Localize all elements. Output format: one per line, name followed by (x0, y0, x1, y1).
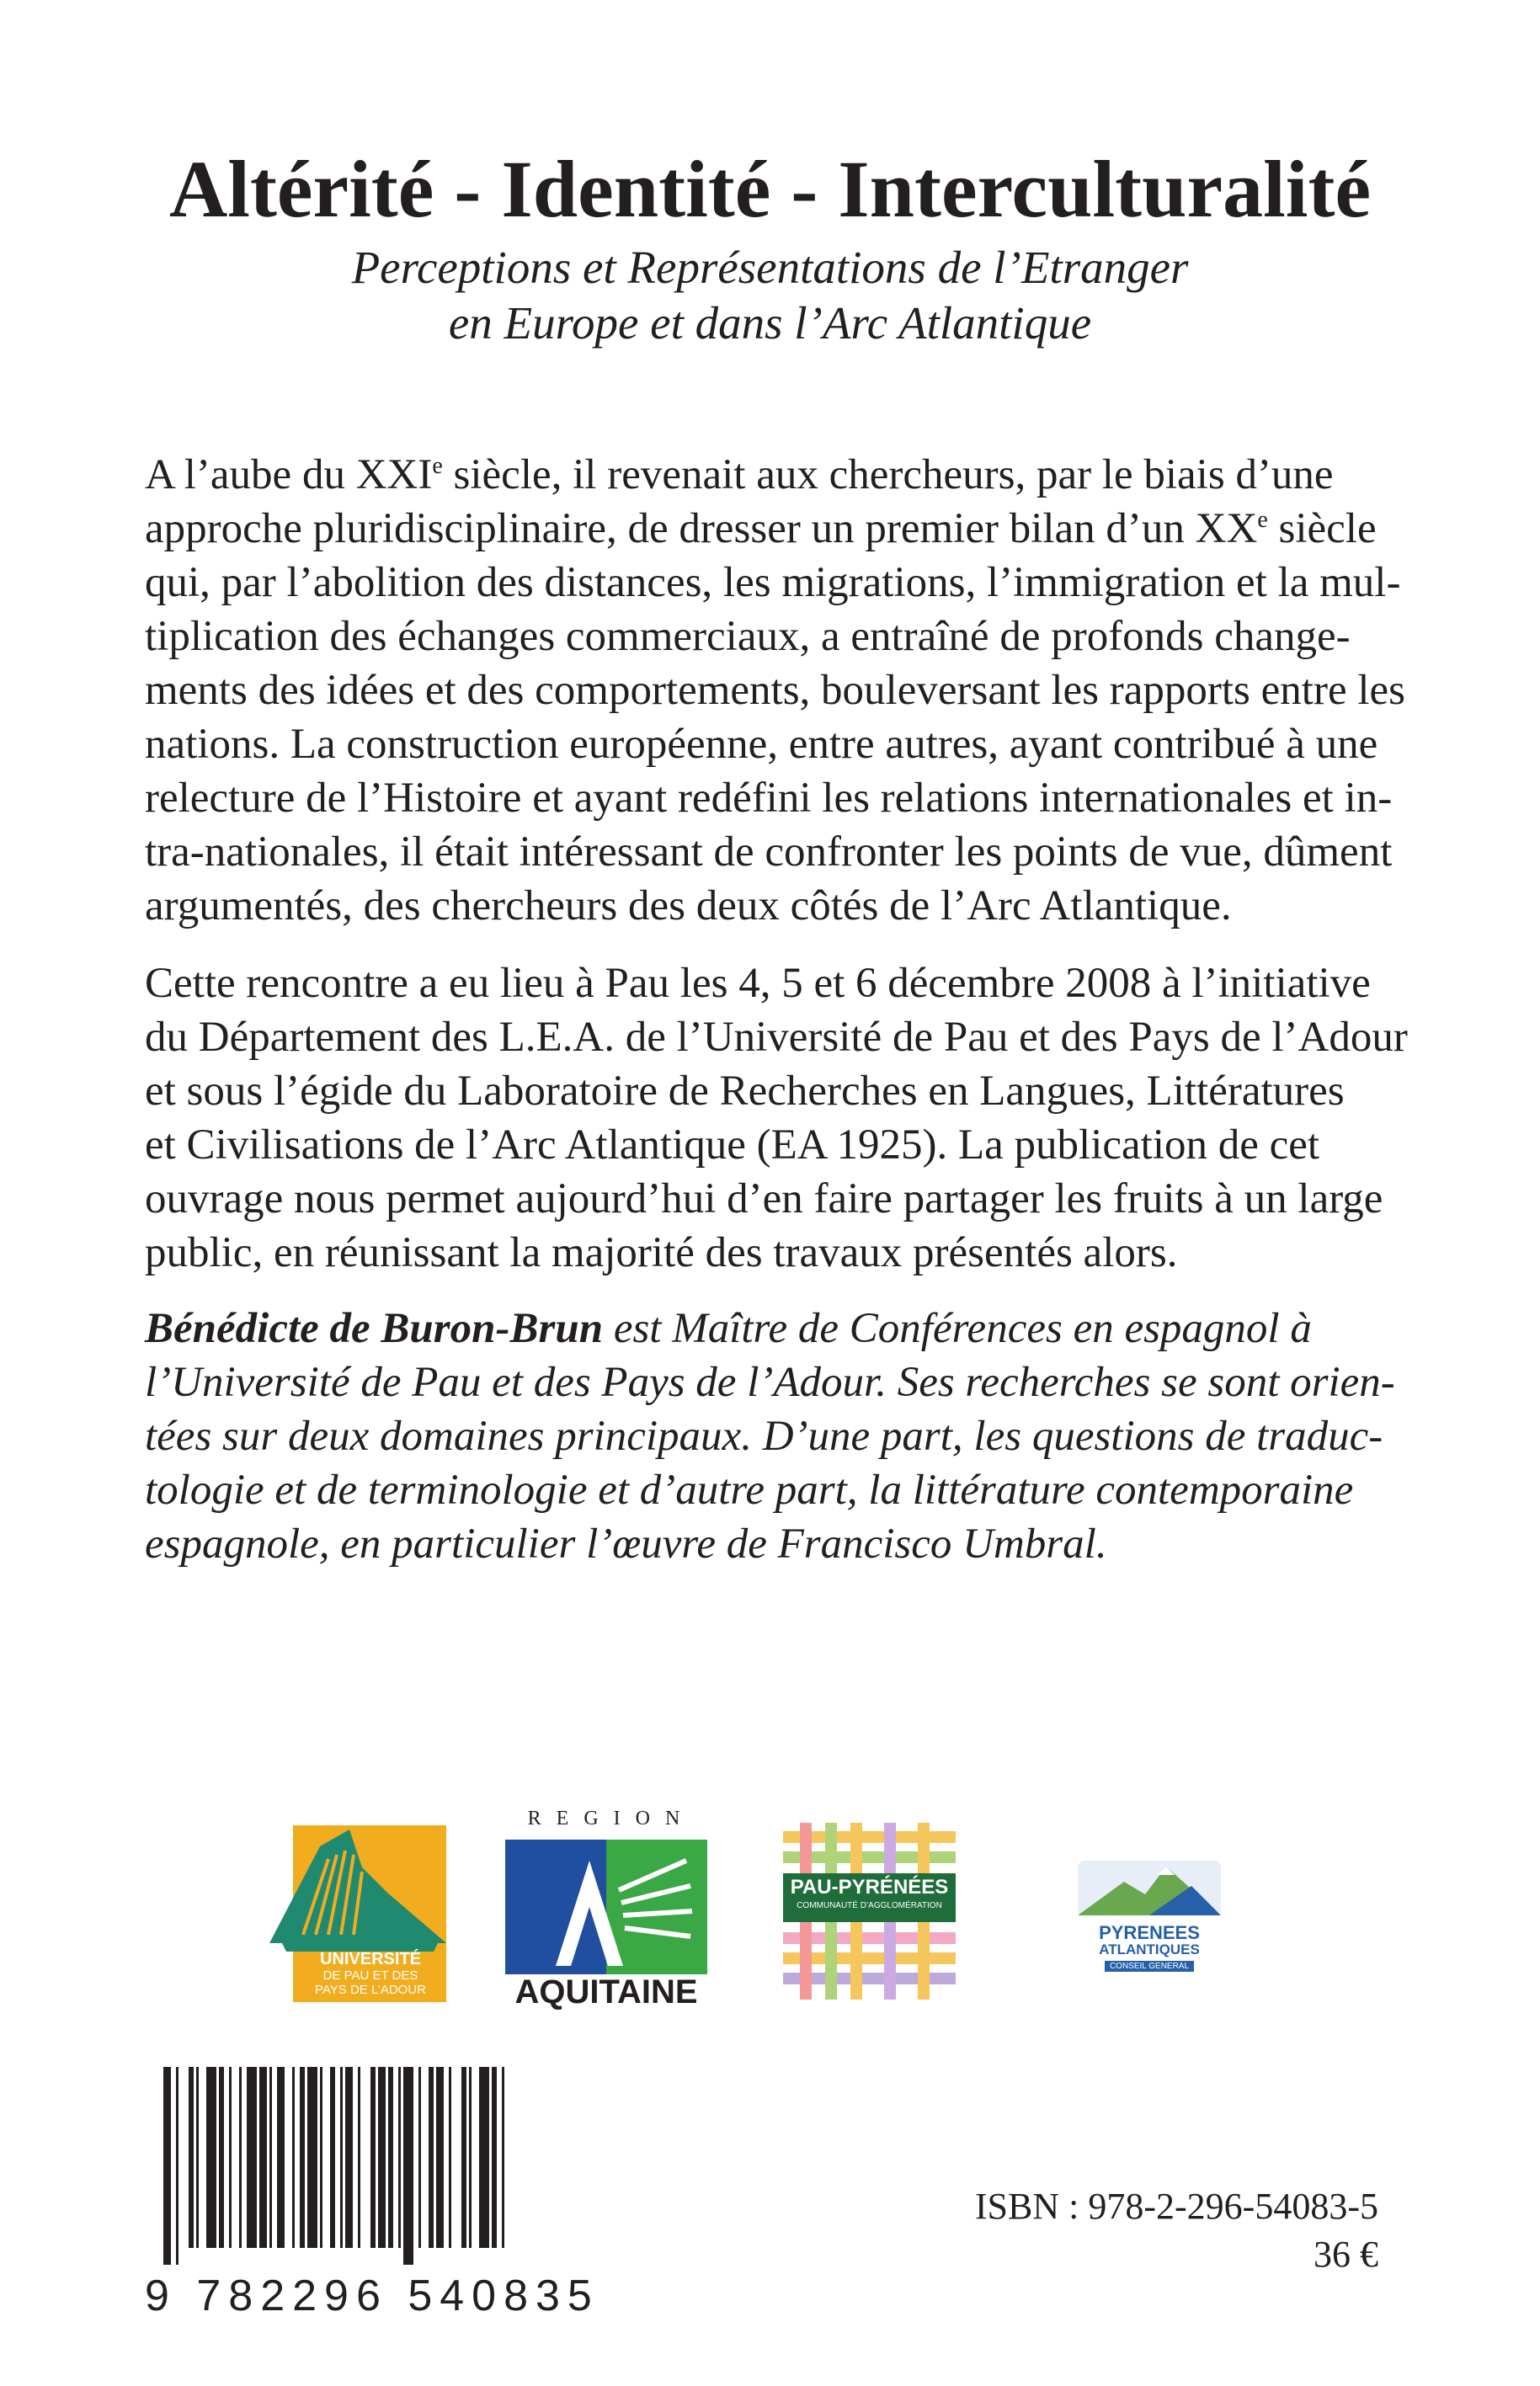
barcode-bar (502, 2067, 504, 2248)
paragraph-line: qui, par l’abolition des distances, les migrations, l’immigration et la mul- (145, 559, 1401, 606)
aquitaine-logo-region: R E G I O N (527, 1808, 685, 1829)
barcode-bar (388, 2067, 393, 2248)
pau-pyrenees-logo (783, 1823, 956, 2000)
barcode-bar (219, 2067, 224, 2248)
barcode-bar (340, 2067, 343, 2248)
barcode-bar (492, 2067, 497, 2248)
paragraph-line: du Département des L.E.A. de l’Université de Pau et des Pays de l’Adour (145, 1014, 1408, 1061)
superscript: e (1257, 507, 1268, 533)
paragraph-line: et sous l’égide du Laboratoire de Recherches en Langues, Littératures (145, 1068, 1345, 1115)
uppa-logo-line-3: PAYS DE L’ADOUR (315, 1983, 426, 1997)
pyrenees-logo-graphic (1074, 1856, 1225, 1920)
pyrenees-logo-line-2: ATLANTIQUES (1099, 1941, 1200, 1957)
barcode-bar (398, 2067, 401, 2248)
barcode-bar (370, 2067, 376, 2248)
paragraph-line: Cette rencontre a eu lieu à Pau les 4, 5 et 6 décembre 2008 à l’initiative (145, 960, 1371, 1007)
bio-line: espagnole, en particulier l’œuvre de Francisco Umbral. (145, 1521, 1107, 1568)
paragraph-line: tiplication des échanges commerciaux, a entraîné de profonds change- (145, 613, 1351, 660)
barcode-bar (259, 2067, 267, 2248)
book-subtitle-line-2: en Europe et dans l’Arc Atlantique (448, 297, 1092, 349)
text-span: approche pluridisciplinaire, de dresser un premier bilan d’un XX (145, 505, 1258, 552)
barcode-bar (163, 2067, 171, 2265)
paragraph-line: relecture de l’Histoire et ayant redéfini les relations internationales et in- (145, 775, 1393, 822)
uppa-logo-line-2: DE PAU ET DES (322, 1968, 418, 1983)
paragraph-line (145, 502, 1377, 556)
paragraph-line: argumentés, des chercheurs des deux côtés de l’Arc Atlantique. (145, 882, 1232, 929)
barcode-bar (300, 2067, 305, 2248)
barcode-bar (345, 2067, 353, 2248)
barcode-bar (330, 2067, 335, 2248)
barcode-bar (378, 2067, 386, 2248)
pau-logo-line-2: COMMUNAUTÉ D’AGGLOMÉRATION (797, 1901, 942, 1910)
uppa-logo (269, 1817, 446, 2002)
text-span: est Maître de Conférences en espagnol à (603, 1305, 1312, 1352)
barcode-bar (247, 2067, 257, 2248)
bio-line: tées sur deux domaines principaux. D’une part, les questions de traduc- (145, 1413, 1383, 1460)
text-span: siècle, il revenait aux chercheurs, par le biais d’une (442, 451, 1334, 498)
paragraph-line: tra-nationales, il était intéressant de confronter les points de vue, dûment (145, 828, 1393, 876)
barcode-bar (429, 2067, 434, 2248)
text-span: A l’aube du XXI (145, 451, 433, 498)
barcode-bars (145, 2067, 515, 2265)
barcode-bar (307, 2067, 317, 2248)
barcode-bar (449, 2067, 451, 2248)
isbn-number: ISBN : 978-2-296-54083-5 (974, 2186, 1378, 2227)
aquitaine-logo-graphic (505, 1840, 707, 1974)
paragraph-line: ments des idées et des comportements, bouleversant les rapports entre les (145, 667, 1405, 714)
text-span: siècle (1267, 505, 1377, 552)
barcode-bar (229, 2067, 232, 2248)
pyrenees-atlantiques-logo (1074, 1856, 1225, 1971)
pau-logo-line-1: PAU-PYRÉNÉES (790, 1876, 949, 1899)
barcode-bar (403, 2067, 413, 2265)
pyrenees-logo-line-3: CONSEIL GENERAL (1105, 1961, 1194, 1972)
paragraph-line (145, 448, 1334, 502)
barcode-bar (189, 2067, 194, 2248)
barcode-bar (269, 2067, 272, 2248)
barcode-bar (206, 2067, 216, 2248)
aquitaine-logo (505, 1806, 707, 2011)
superscript: e (432, 453, 443, 479)
author-name: Bénédicte de Buron-Brun (145, 1305, 604, 1352)
barcode-bar (358, 2067, 360, 2248)
book-title: Altérité - Identité - Interculturalité (168, 144, 1372, 234)
book-subtitle-line-1: Perceptions et Représentations de l’Etranger (351, 242, 1189, 293)
paragraph-line: ouvrage nous permet aujourd’hui d’en faire partager les fruits à un large (145, 1175, 1383, 1222)
paragraph-line: public, en réunissant la majorité des travaux présentés alors. (145, 1229, 1178, 1276)
barcode-bar (239, 2067, 242, 2248)
barcode-bar (461, 2067, 466, 2248)
barcode-digits: 9 782296 540835 (145, 2271, 599, 2320)
barcode-bar (469, 2067, 472, 2248)
paragraph-line: et Civilisations de l’Arc Atlantique (EA 1925). La publication de cet (145, 1121, 1320, 1169)
barcode-bar (277, 2067, 285, 2248)
barcode-bar (418, 2067, 421, 2248)
bio-line: tologie et de terminologie et d’autre part, la littérature contemporaine (145, 1467, 1354, 1514)
barcode-bar (436, 2067, 444, 2248)
bio-line (145, 1302, 1312, 1355)
barcode-bar (196, 2067, 199, 2248)
aquitaine-logo-name: AQUITAINE (514, 1973, 698, 2011)
paragraph-line: nations. La construction européenne, entre autres, ayant contribué à une (145, 721, 1378, 768)
barcode-bar (320, 2067, 322, 2248)
uppa-logo-line-1: UNIVERSITÉ (319, 1950, 422, 1968)
pyrenees-logo-line-1: PYRENEES (1099, 1922, 1200, 1943)
barcode-bar (479, 2067, 489, 2248)
barcode-bar (176, 2067, 179, 2265)
bio-line: l’Université de Pau et des Pays de l’Adour. Ses recherches se sont orien- (145, 1359, 1395, 1406)
price: 36 € (1314, 2234, 1378, 2275)
barcode-bar (292, 2067, 295, 2248)
barcode (145, 2067, 599, 2320)
